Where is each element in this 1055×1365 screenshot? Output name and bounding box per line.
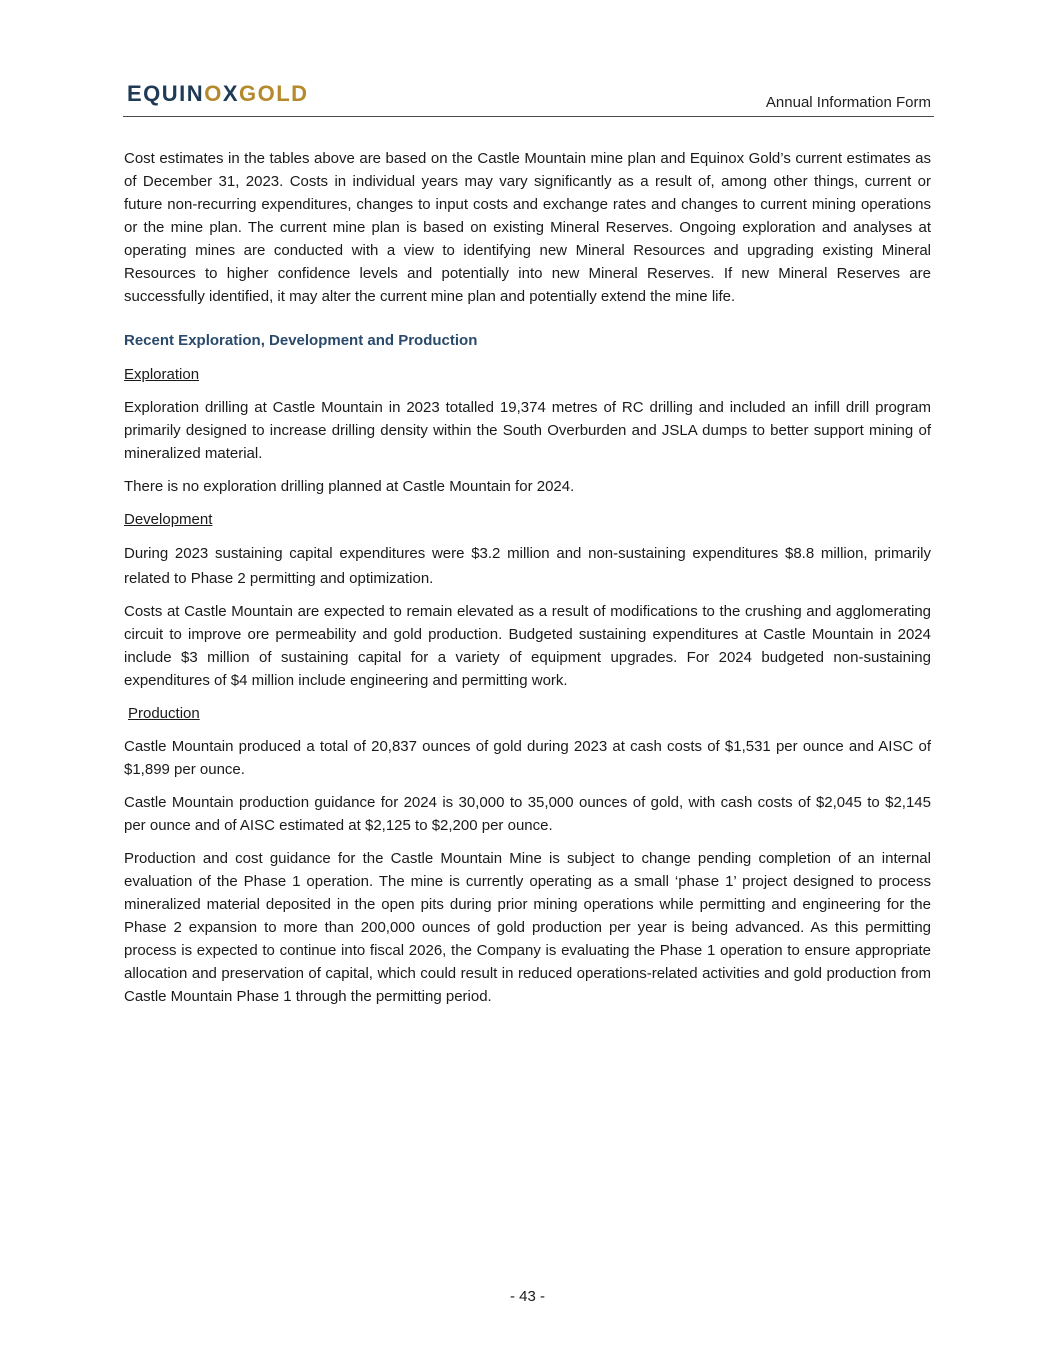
page-number: - 43 - [509, 1288, 545, 1305]
production-paragraph-1: Castle Mountain produced a total of 20,837 ounces of gold during 2023 at cash costs of $1,531 per ounce and AISC of $1,899 per ounce. [124, 738, 931, 778]
production-paragraph-2: Castle Mountain production guidance for 2024 is 30,000 to 35,000 ounces of gold, with cash costs of $2,045 to $2,145 per ounce and of AISC estimated at $2,125 to $2,200 per ounce. [124, 794, 931, 834]
page-header [123, 80, 934, 117]
intro-paragraph: Cost estimates in the tables above are based on the Castle Mountain mine plan and Equinox Gold’s current estimates as of December 31, 2023. Costs in individual years may vary significantly as a result of, among other things, current or future non-recurring expenditures, changes to input costs and exchange rates and changes to current mining operations or the mine plan. The current mine plan is based on existing Mineral Reserves. Ongoing exploration and analyses at operating mines are conducted with a view to identifying new Mineral Resources and upgrading existing Mineral Resources to higher confidence levels and potentially into new Mineral Reserves. If new Mineral Reserves are successfully identified, it may alter the current mine plan and potentially extend the mine life. [124, 150, 931, 305]
page-content [124, 147, 931, 1008]
exploration-paragraph-1: Exploration drilling at Castle Mountain in 2023 totalled 19,374 metres of RC drilling and included an infill drill program primarily designed to increase drilling density within the South Overburden and JSLA dumps to better support mining of mineralized material. [124, 399, 931, 462]
development-paragraph-1: During 2023 sustaining capital expenditures were $3.2 million and non-sustaining expenditures $8.8 million, primarily related to Phase 2 permitting and optimization. [124, 545, 931, 587]
production-heading: Production [128, 705, 200, 722]
document-title: Annual Information Form [765, 94, 931, 111]
development-paragraph-2: Costs at Castle Mountain are expected to remain elevated as a result of modifications to the crushing and agglomerating circuit to improve ore permeability and gold production. Budgeted sustaining expenditures at Castle Mountain in 2024 include $3 million of sustaining capital for a variety of equipment upgrades. For 2024 budgeted non-sustaining expenditures of $4 million include engineering and permitting work. [124, 603, 931, 689]
exploration-heading: Exploration [124, 366, 200, 383]
exploration-paragraph-2: There is no exploration drilling planned at Castle Mountain for 2024. [124, 478, 575, 495]
company-logo: EQUINOXGOLD [127, 81, 309, 106]
production-paragraph-3: Production and cost guidance for the Castle Mountain Mine is subject to change pending completion of an internal evaluation of the Phase 1 operation. The mine is currently operating as a small ‘phase 1’ project designed to process mineralized material deposited in the open pits during prior mining operations while permitting and engineering for the Phase 2 expansion to more than 200,000 ounces of gold production per year is being advanced. As this permitting process is expected to continue into fiscal 2026, the Company is evaluating the Phase 1 operation to ensure appropriate allocation and preservation of capital, which could result in reduced operations-related activities and gold production from Castle Mountain Phase 1 through the permitting period. [124, 850, 931, 1005]
section-heading: Recent Exploration, Development and Production [124, 332, 478, 349]
development-heading: Development [124, 511, 213, 528]
